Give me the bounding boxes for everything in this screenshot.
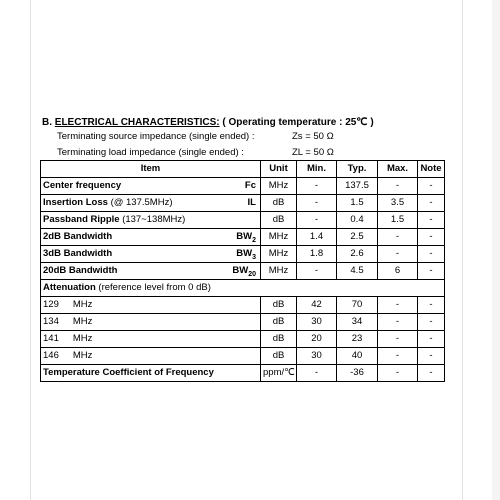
typ-cell: 4.5 — [337, 263, 378, 280]
attenuation-reference: (reference level from 0 dB) — [95, 282, 211, 293]
typ-cell: 1.5 — [337, 195, 378, 212]
header-note: Note — [418, 161, 445, 178]
frequency-unit: MHz — [72, 316, 93, 327]
note-cell: - — [418, 178, 445, 195]
unit-cell: MHz — [261, 263, 297, 280]
item-cell — [41, 263, 261, 280]
min-cell: 30 — [297, 348, 337, 365]
attenuation-row — [41, 297, 445, 314]
electrical-characteristics-table — [40, 160, 445, 382]
section-condition: ( Operating temperature : 25℃ ) — [222, 117, 374, 128]
min-cell: - — [297, 263, 337, 280]
symbol-text: IL — [247, 197, 256, 208]
symbol-subscript: 3 — [252, 253, 256, 261]
attenuation-title: Attenuation — [43, 282, 96, 293]
note-cell: - — [418, 263, 445, 280]
table-row — [41, 246, 445, 263]
note-cell: - — [418, 365, 445, 382]
unit-cell: MHz — [261, 246, 297, 263]
min-cell: - — [297, 195, 337, 212]
max-cell: - — [378, 178, 418, 195]
item-cell — [41, 178, 261, 195]
page-edge-left — [30, 0, 31, 500]
section-title: ELECTRICAL CHARACTERISTICS: — [54, 117, 220, 128]
item-cell — [41, 212, 261, 229]
max-cell: 6 — [378, 263, 418, 280]
min-cell: - — [297, 178, 337, 195]
symbol-text: BW — [232, 265, 249, 276]
typ-cell: 2.5 — [337, 229, 378, 246]
parameter-name: 2dB Bandwidth — [43, 231, 113, 242]
unit-cell: MHz — [261, 178, 297, 195]
header-typ: Typ. — [337, 161, 378, 178]
max-cell: - — [378, 246, 418, 263]
max-cell: - — [378, 365, 418, 382]
table-row — [41, 229, 445, 246]
load-impedance-line — [57, 147, 334, 158]
page-edge-right — [462, 0, 463, 500]
frequency-unit: MHz — [72, 333, 93, 344]
header-item: Item — [41, 161, 261, 178]
parameter-name: 20dB Bandwidth — [43, 265, 118, 276]
item-cell — [41, 246, 261, 263]
attenuation-header-row — [41, 280, 445, 297]
unit-cell: ppm/℃ — [261, 365, 297, 382]
note-cell: - — [418, 331, 445, 348]
max-cell: - — [378, 297, 418, 314]
symbol-text: Fc — [244, 180, 256, 191]
unit-cell: dB — [261, 331, 297, 348]
parameter-name: Center frequency — [43, 180, 122, 191]
note-cell: - — [418, 229, 445, 246]
max-cell: - — [378, 348, 418, 365]
header-unit: Unit — [261, 161, 297, 178]
unit-cell: dB — [261, 314, 297, 331]
header-max: Max. — [378, 161, 418, 178]
typ-cell: 2.6 — [337, 246, 378, 263]
frequency-unit: MHz — [72, 350, 93, 361]
parameter-symbol — [236, 247, 256, 263]
item-cell — [41, 229, 261, 246]
min-cell: 1.4 — [297, 229, 337, 246]
max-cell: - — [378, 314, 418, 331]
parameter-symbol — [245, 179, 256, 193]
condition-label: Terminating load impedance (single ended) : — [57, 147, 244, 158]
table-row — [41, 178, 445, 195]
min-cell: - — [297, 365, 337, 382]
table-header-row — [41, 161, 445, 178]
min-cell: 42 — [297, 297, 337, 314]
min-cell: 30 — [297, 314, 337, 331]
parameter-name: Passband Ripple — [43, 214, 120, 225]
header-min: Min. — [297, 161, 337, 178]
attenuation-row — [41, 331, 445, 348]
min-cell: - — [297, 212, 337, 229]
item-cell — [41, 365, 261, 382]
min-cell: 1.8 — [297, 246, 337, 263]
typ-cell: -36 — [337, 365, 378, 382]
tempco-row — [41, 365, 445, 382]
condition-value: ZL = 50 Ω — [292, 147, 334, 158]
parameter-symbol — [232, 264, 256, 280]
frequency-value: 129 — [43, 299, 59, 310]
item-cell — [41, 195, 261, 212]
scrollbar[interactable] — [492, 0, 500, 500]
note-cell: - — [418, 314, 445, 331]
table-row — [41, 263, 445, 280]
unit-cell: dB — [261, 195, 297, 212]
frequency-value: 141 — [43, 333, 59, 344]
symbol-text: BW — [236, 248, 253, 259]
note-cell: - — [418, 195, 445, 212]
typ-cell: 40 — [337, 348, 378, 365]
parameter-name: Insertion Loss — [43, 197, 108, 208]
max-cell: 1.5 — [378, 212, 418, 229]
typ-cell: 34 — [337, 314, 378, 331]
symbol-text: BW — [236, 231, 253, 242]
typ-cell: 137.5 — [337, 178, 378, 195]
frequency-value: 134 — [43, 316, 59, 327]
source-impedance-line — [57, 131, 334, 142]
unit-cell: dB — [261, 212, 297, 229]
attenuation-frequency-cell — [41, 314, 261, 331]
max-cell: 3.5 — [378, 195, 418, 212]
table-row — [41, 212, 445, 229]
parameter-symbol — [236, 230, 256, 246]
note-cell: - — [418, 246, 445, 263]
note-cell: - — [418, 297, 445, 314]
attenuation-row — [41, 314, 445, 331]
typ-cell: 70 — [337, 297, 378, 314]
frequency-unit: MHz — [72, 299, 93, 310]
section-heading — [42, 117, 374, 128]
max-cell: - — [378, 229, 418, 246]
parameter-condition: (@ 137.5MHz) — [107, 197, 173, 208]
table-row — [41, 195, 445, 212]
note-cell: - — [418, 212, 445, 229]
condition-label: Terminating source impedance (single ended) : — [57, 131, 255, 142]
note-cell: - — [418, 348, 445, 365]
typ-cell: 0.4 — [337, 212, 378, 229]
condition-value: Zs = 50 Ω — [292, 131, 334, 142]
min-cell: 20 — [297, 331, 337, 348]
parameter-name: Temperature Coefficient of Frequency — [43, 367, 214, 378]
section-letter: B. — [42, 117, 52, 128]
unit-cell: dB — [261, 297, 297, 314]
attenuation-row — [41, 348, 445, 365]
max-cell: - — [378, 331, 418, 348]
parameter-condition: (137~138MHz) — [119, 214, 186, 225]
frequency-value: 146 — [43, 350, 59, 361]
parameter-symbol — [248, 196, 256, 210]
unit-cell: MHz — [261, 229, 297, 246]
attenuation-frequency-cell — [41, 348, 261, 365]
unit-cell: dB — [261, 348, 297, 365]
typ-cell: 23 — [337, 331, 378, 348]
symbol-subscript: 2 — [252, 236, 256, 244]
attenuation-title-cell — [41, 280, 445, 297]
attenuation-frequency-cell — [41, 331, 261, 348]
parameter-name: 3dB Bandwidth — [43, 248, 113, 259]
symbol-subscript: 20 — [248, 270, 256, 278]
attenuation-frequency-cell — [41, 297, 261, 314]
